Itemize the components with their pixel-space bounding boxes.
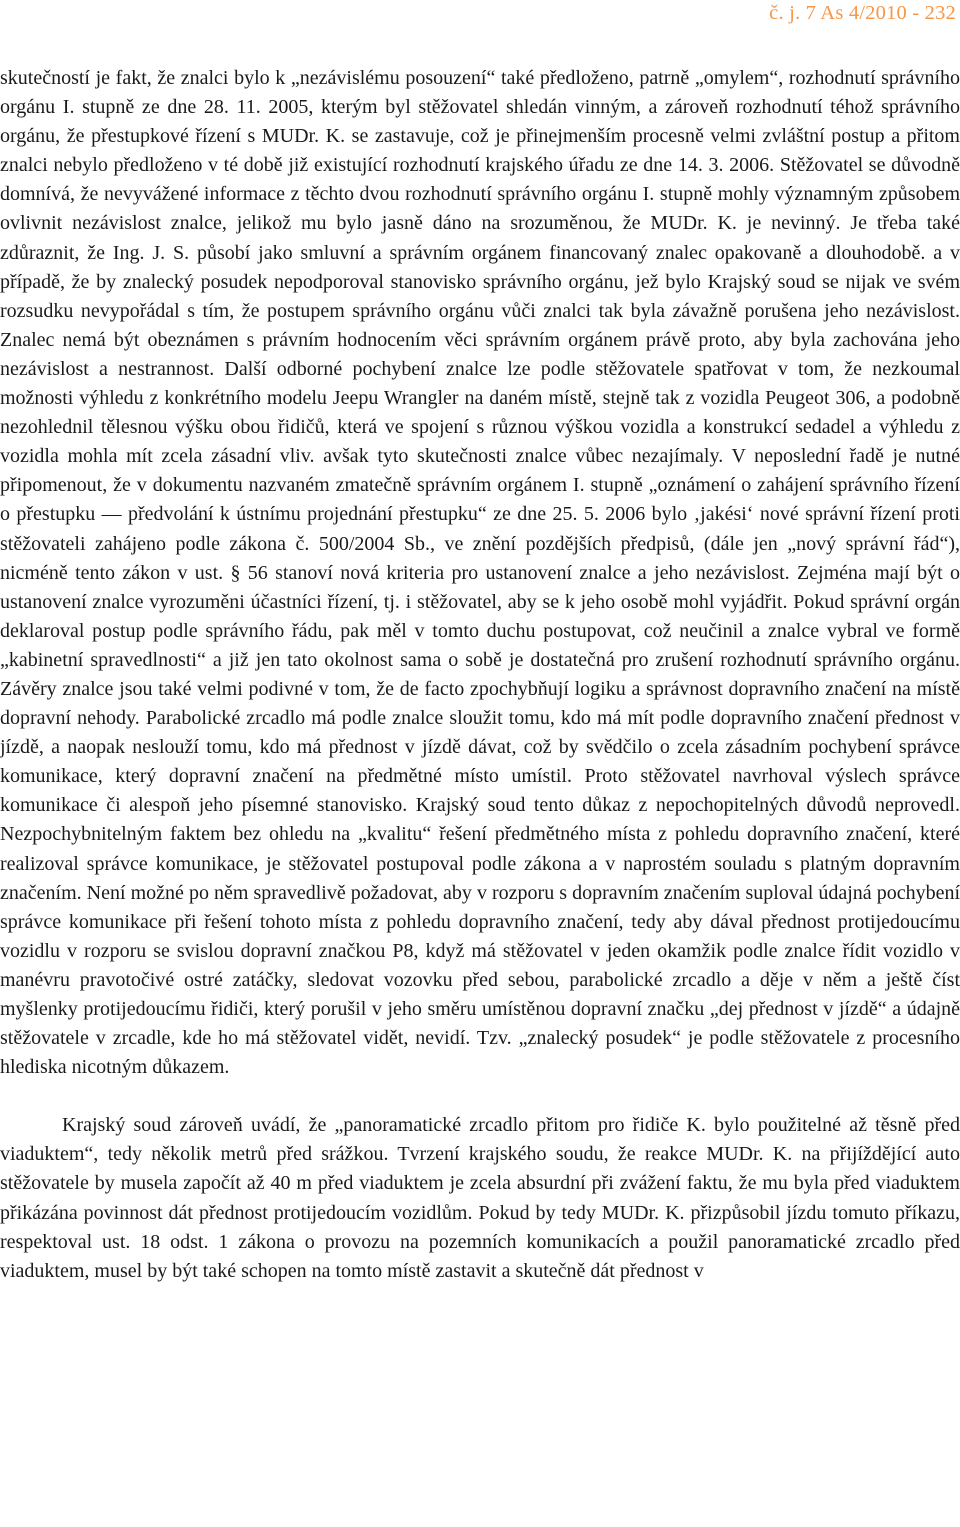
document-body [0,64,960,1286]
paragraph-1: skutečností je fakt, že znalci bylo k „nezávislému posouzení“ také předloženo, patrně „omylem“, rozhodnutí správního orgánu I. stupně ze dne 28. 11. 2005, kterým byl stěžovatel shledán vinným, a zároveň rozhodnutí téhož správního orgánu, že přestupkové řízení s MUDr. K. se zastavuje, což je přinejmenším procesně velmi zvláštní postup a přitom znalci nebylo předloženo v té době již existující rozhodnutí krajského úřadu ze dne 14. 3. 2006. Stěžovatel se důvodně domnívá, že nevyvážené informace z těchto dvou rozhodnutí správního orgánu I. stupně mohly významným způsobem ovlivnit nezávislost znalce, jelikož mu bylo jasně dáno na srozuměnou, že MUDr. K. je nevinný. Je třeba také zdůraznit, že Ing. J. S. působí jako smluvní a správním orgánem financovaný znalec opakovaně a dlouhodobě. a v případě, že by znalecký posudek nepodporoval stanovisko správního orgánu, jež bylo Krajský soud se nijak ve svém rozsudku nevypořádal s tím, že postupem správního orgánu vůči znalci tak byla závažně porušena jeho nezávislost. Znalec nemá být obeznámen s právním hodnocením věci správním orgánem právě proto, aby byla zachována jeho nezávislost a nestrannost. Další odborné pochybení znalce lze podle stěžovatele spatřovat v tom, že nezkoumal možnosti výhledu z konkrétního modelu Jeepu Wrangler na daném místě, stejně tak z vozidla Peugeot 306, a podobně nezohlednil tělesnou výšku obou řidičů, která ve spojení s různou výškou vozidla a konstrukcí sedadel a výhledu z vozidla mohla mít zcela zásadní vliv. avšak tyto skutečnosti znalce vůbec nezajímaly. V neposlední řadě je nutné připomenout, že v dokumentu nazvaném zmatečně správním orgánem I. stupně „oznámení o zahájení správního řízení o přestupku — předvolání k ústnímu projednání přestupku“ ze dne 25. 5. 2006 bylo ‚jakési‘ nové správní řízení proti stěžovateli zahájeno podle zákona č. 500/2004 Sb., ve znění pozdějších předpisů, (dále jen „nový správní řád“), nicméně tento zákon v ust. § 56 stanoví nová kriteria pro ustanovení znalce a jeho nezávislost. Zejména mají být o ustanovení znalce vyrozuměni účastníci řízení, tj. i stěžovatel, aby se k jeho osobě mohl vyjádřit. Pokud správní orgán deklaroval postup podle správního řádu, pak měl v tomto duchu postupovat, což neučinil a znalce vybral ve formě „kabinetní spravedlnosti“ a již jen tato okolnost sama o sobě je dostatečná pro zrušení rozhodnutí správního orgánu. Závěry znalce jsou také velmi podivné v tom, že de facto zpochybňují logiku a správnost dopravního značení na místě dopravní nehody. Parabolické zrcadlo má podle znalce sloužit tomu, kdo má mít podle dopravního značení přednost v jízdě, a naopak neslouží tomu, kdo má přednost v jízdě dávat, což by svědčilo o zcela zásadním pochybení správce komunikace, který dopravní značení na předmětné místo umístil. Proto stěžovatel navrhoval výslech správce komunikace či alespoň jeho písemné stanovisko. Krajský soud tento důkaz z nepochopitelných důvodů neprovedl. Nezpochybnitelným faktem bez ohledu na „kvalitu“ řešení předmětného místa z pohledu dopravního značení, které realizoval správce komunikace, je stěžovatel postupoval podle zákona a v naprostém souladu s platným dopravním značením. Není možné po něm spravedlivě požadovat, aby v rozporu s dopravním značením suploval údajná pochybení správce komunikace při řešení tohoto místa z pohledu dopravního značení, tedy aby dával přednost protijedoucímu vozidlu v rozporu se svislou dopravní značkou P8, když má stěžovatel v jeden okamžik podle znalce řídit vozidlo v manévru pravotočivé ostré zatáčky, sledovat vozovku před sebou, parabolické zrcadlo a děje v něm a ještě číst myšlenky protijedoucímu řidiči, který porušil v jeho směru umístěnou dopravní značku „dej přednost v jízdě“ a údajně stěžovatele v zrcadle, kde ho má stěžovatel vidět, nevidí. Tzv. „znalecký posudek“ je podle stěžovatele z procesního hlediska nicotným důkazem. [0,67,960,1079]
paragraph-2: Krajský soud zároveň uvádí, že „panoramatické zrcadlo přitom pro řidiče K. bylo použitelné až těsně před viaduktem“, tedy několik metrů před srážkou. Tvrzení krajského soudu, že reakce MUDr. K. na přijíždějící auto stěžovatele by musela započít až 40 m před viaduktem je zcela absurdní při zvážení faktu, že mu byla před viaduktem přikázána povinnost dát přednost protijedoucím vozidlům. Pokud by tedy MUDr. K. přizpůsobil jízdu tomuto příkazu, respektoval ust. 18 odst. 1 zákona o provozu na pozemních komunikacích a použil panoramatické zrcadlo před viaduktem, musel by být také schopen na tomto místě zastavit a skutečně dát přednost v [0,1114,960,1282]
case-number-header: č. j. 7 As 4/2010 - 232 [769,2,956,24]
